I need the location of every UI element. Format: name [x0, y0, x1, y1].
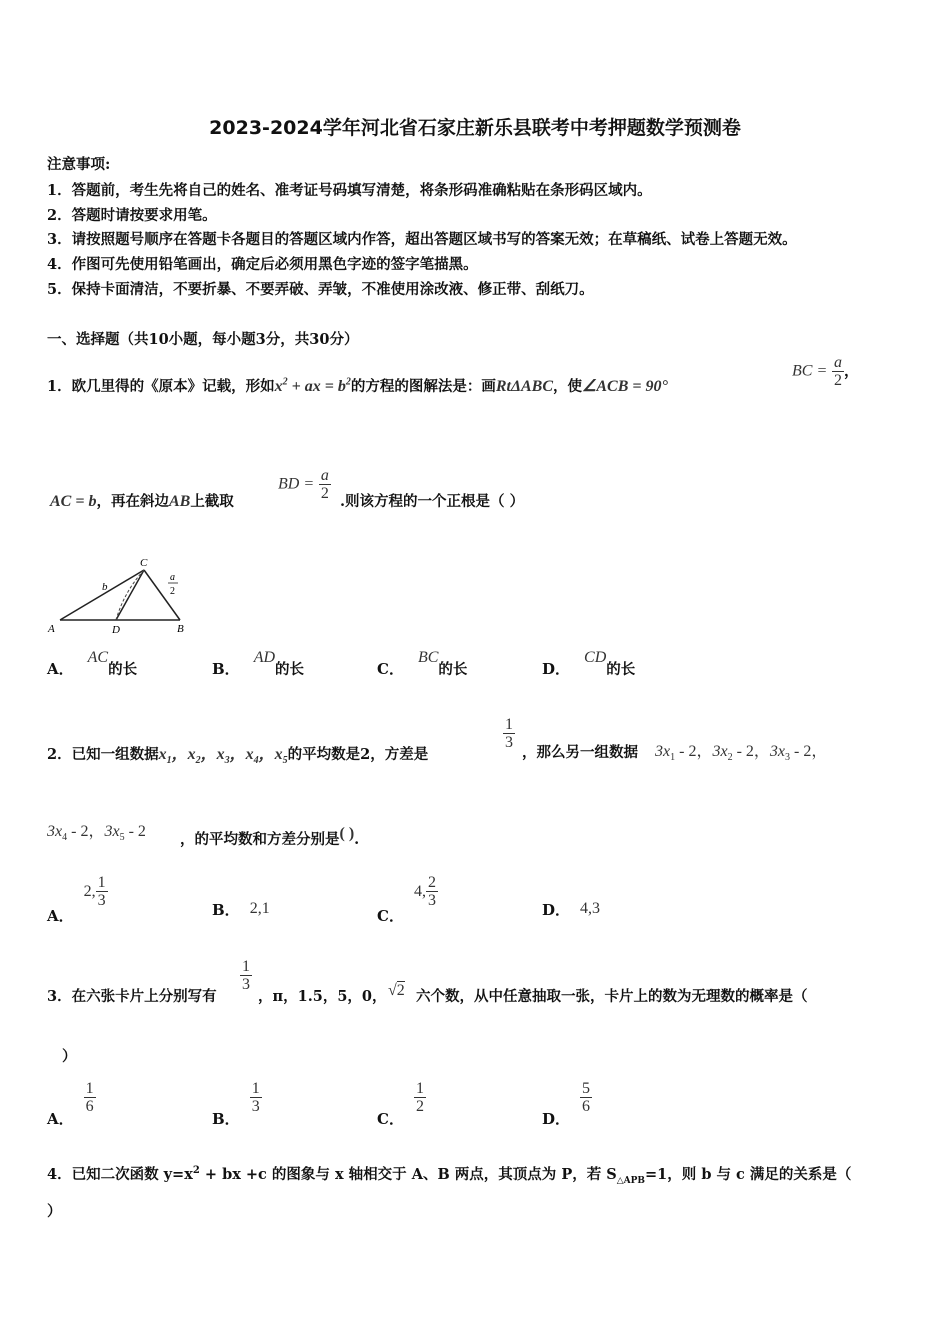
q1-part1: 1．欧几里得的《原本》记载，形如: [47, 378, 275, 395]
q1-ab: AB: [168, 493, 191, 510]
q1-text-line2: [50, 490, 234, 511]
q3-option-d[interactable]: D． $\frac{5}{6}$: [542, 1080, 591, 1128]
q3-option-c[interactable]: C． $\frac{1}{2}$: [377, 1080, 424, 1128]
q2-option-a[interactable]: A．2, $\frac{1}{3}$: [47, 874, 106, 925]
q1-option-c[interactable]: C．BC的长: [377, 649, 468, 678]
figure-label-b-side: b: [102, 581, 108, 593]
q1-part6: .则该方程的一个正根是（ ）: [340, 493, 525, 510]
q1-part5: 上截取: [190, 493, 234, 510]
section-heading: 一、选择题（共10小题，每小题3分，共30分）: [47, 331, 359, 348]
q2-period: .: [354, 831, 360, 848]
q2-data-x: $x_1$，$x_2$，$x_3$，$x_4$，$x_5$: [158, 746, 288, 767]
q1-ac-expr: AC = b: [50, 493, 97, 510]
q4-part4: ）: [47, 1203, 62, 1220]
q3-frac: $\frac{1}{3}$: [242, 958, 250, 993]
figure-label-b: B: [177, 623, 184, 635]
figure-label-a: A: [48, 623, 55, 635]
q2-text-line2: [180, 825, 360, 849]
q2-data-3x-cont: $3x_4 - 2$，$3x_5 - 2$: [47, 823, 146, 844]
notice-item: 3．请按照题号顺序在答题卡各题目的答题区域内作答，超出答题区域书写的答案无效；在草稿纸、试卷上答题无效。: [47, 231, 797, 248]
q2-part2: 的平均数是2，方差是: [287, 746, 429, 763]
q1-triangle: RtΔABC: [495, 378, 553, 395]
notice-item: 1．答题前，考生先将自己的姓名、准考证号码填写清楚，将条形码准确粘贴在条形码区域内。: [47, 182, 652, 199]
q3-part3: 六个数，从中任意抽取一张，卡片上的数为无理数的概率是（: [416, 988, 808, 1005]
q1-angle: ∠ACB = 90°: [582, 378, 668, 395]
q1-part3: ，使: [553, 378, 582, 395]
q3-option-a[interactable]: A． $\frac{1}{6}$: [47, 1080, 94, 1128]
q2-part4: ，的平均数和方差分别是: [180, 831, 340, 848]
q2-variance: $\frac{1}{3}$: [505, 716, 513, 751]
q2-text: [47, 741, 428, 766]
q3-part4: ）: [62, 1048, 77, 1065]
q1-part4: ，再在斜边: [96, 493, 169, 510]
notice-item: 2．答题时请按要求用笔。: [47, 207, 217, 224]
q1-bc-expr: BC = $\frac{a}{2}$ ，: [792, 354, 860, 389]
triangle-figure: [44, 552, 194, 638]
q1-option-a[interactable]: A．AC的长: [47, 649, 138, 678]
q4-sub: △APB: [616, 1175, 646, 1186]
q3-sqrt2: √2: [388, 982, 405, 999]
q2-option-c[interactable]: C．4, $\frac{2}{3}$: [377, 874, 436, 925]
q3-option-b[interactable]: B． $\frac{1}{3}$: [212, 1080, 260, 1128]
figure-label-a-half-num: a: [170, 572, 175, 583]
q2-part3: ，那么另一组数据: [522, 744, 638, 761]
q1-option-d[interactable]: D．CD的长: [542, 649, 636, 678]
q2-paren: ( ): [339, 825, 355, 842]
q4-part3: =1，则 b 与 c 满足的关系是（: [645, 1166, 852, 1183]
q2-data-3x: $3x_1 - 2$，$3x_2 - 2$，$3x_3 - 2$，: [655, 743, 828, 764]
notice-heading: 注意事项:: [47, 156, 111, 173]
q3-part1: 3．在六张卡片上分别写有: [47, 988, 217, 1005]
q4-part1: 4．已知二次函数 y=x: [47, 1166, 193, 1183]
q1-part2: 的方程的图解法是：画: [350, 378, 496, 395]
notice-item: 4．作图可先使用铅笔画出，确定后必须用黑色字迹的签字笔描黑。: [47, 256, 478, 273]
q3-part2: ，π，1.5，5，0，: [258, 988, 387, 1005]
q1-equation: $x^2$ + ax = $b^2$: [274, 376, 351, 395]
figure-label-c: C: [140, 557, 148, 569]
page-title: 2023-2024学年河北省石家庄新乐县联考中考押题数学预测卷: [209, 117, 741, 139]
q1-option-b[interactable]: B．AD的长: [212, 649, 305, 678]
figure-label-a-half-den: 2: [170, 586, 175, 597]
q2-option-d[interactable]: D． 4,3: [542, 900, 601, 919]
q4-text: 4．已知二次函数 $y=x^2$ + bx +c 的图象与 x 轴相交于 A、B 两点，其顶点为 P，若 $S_{\triangle APB}=1$，则 b 与 c 满足的关系是（: [47, 1165, 852, 1186]
q4-part2: + bx +c 的图象与 x 轴相交于 A、B 两点，其顶点为 P，若 S: [199, 1166, 617, 1183]
q1-text: [47, 375, 668, 396]
q2-option-b[interactable]: B． 2,1: [212, 900, 270, 919]
notice-item: 5．保持卡面清洁，不要折暴、不要弄破、弄皱，不准使用涂改液、修正带、刮纸刀。: [47, 281, 594, 298]
q1-bd-expr: BD = $\frac{a}{2}$: [278, 467, 329, 502]
figure-label-d: D: [112, 624, 120, 636]
q2-part1: 2．已知一组数据: [47, 746, 159, 763]
q1-comma: ，: [844, 361, 860, 380]
